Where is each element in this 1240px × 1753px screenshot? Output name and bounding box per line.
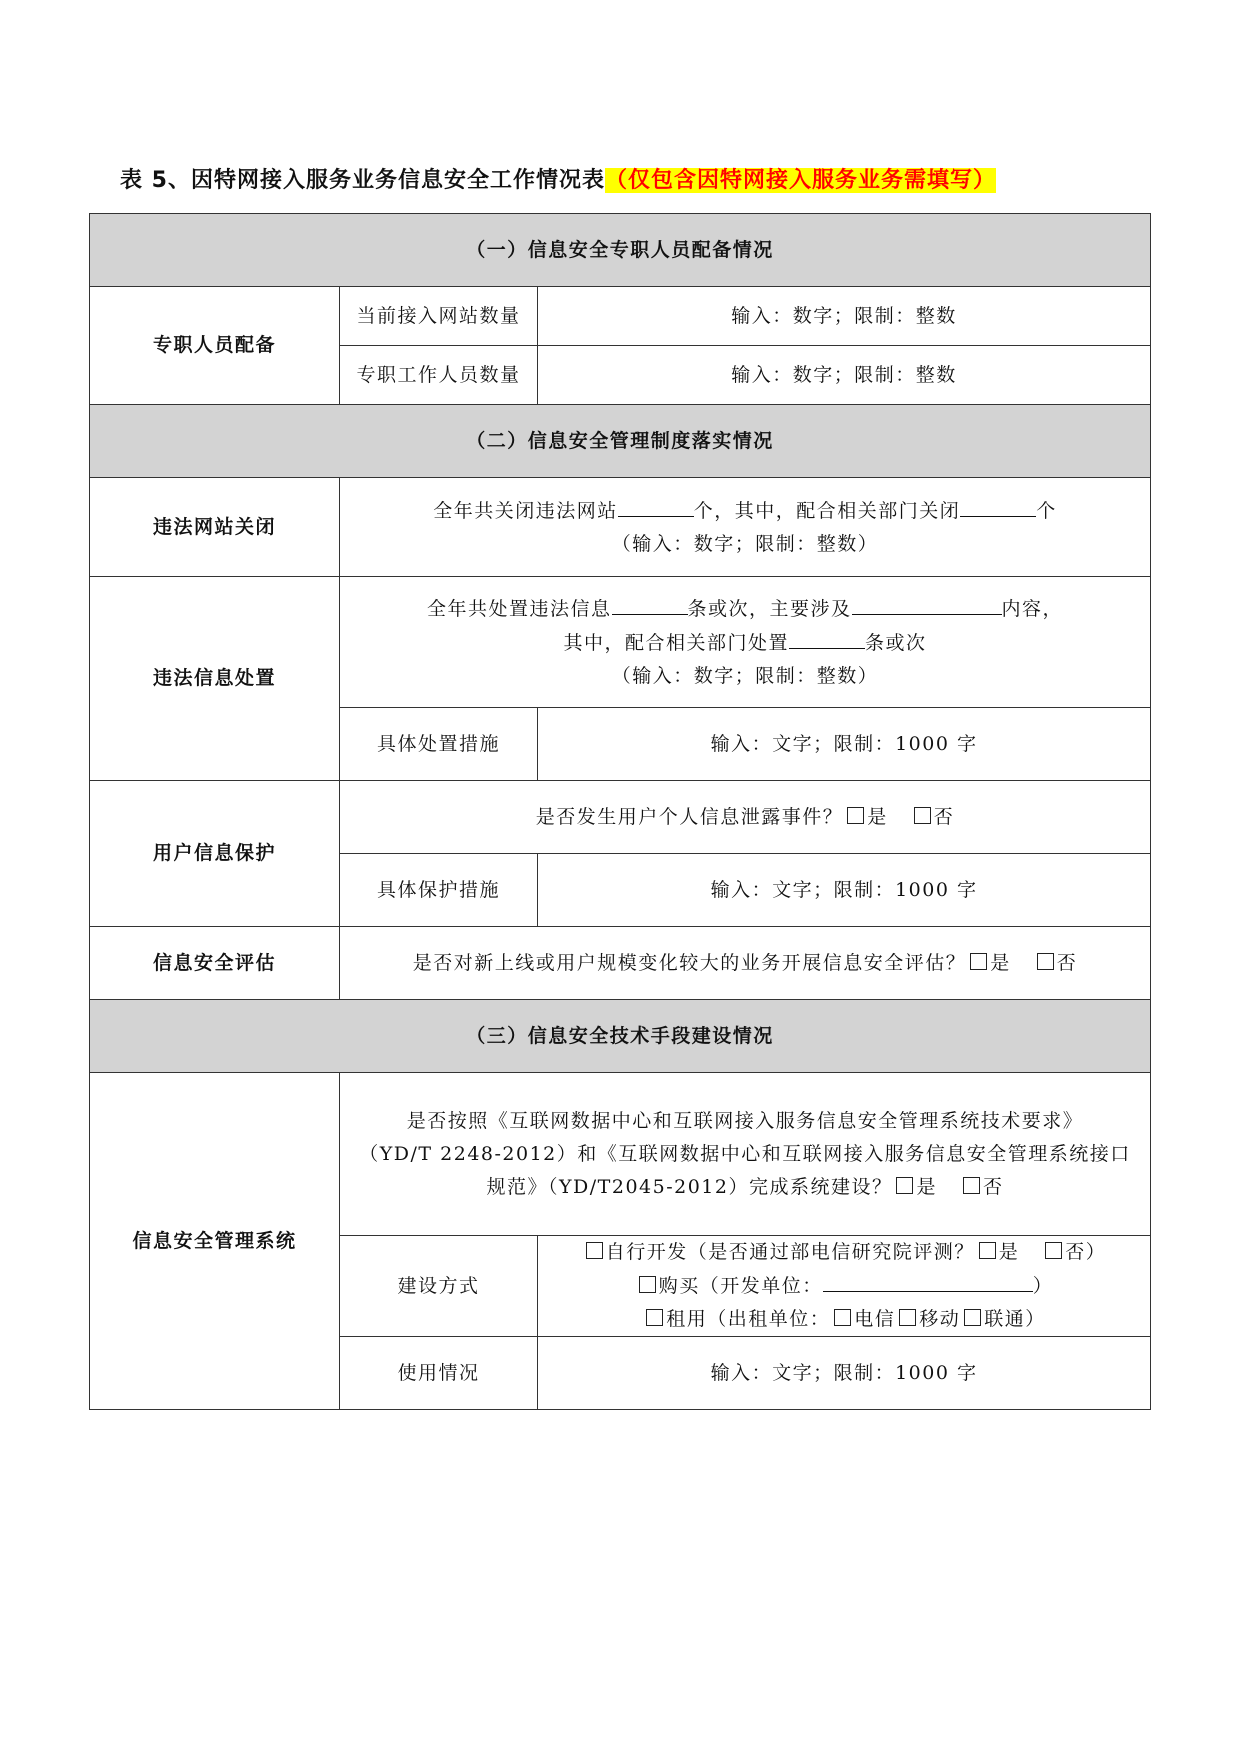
user-info-question: 是否发生用户个人信息泄露事件？ bbox=[535, 805, 844, 828]
sublabel-handling-measures: 具体处置措施 bbox=[340, 708, 538, 781]
input-handling-measures[interactable]: 输入：文字；限制：1000 字 bbox=[538, 708, 1151, 781]
mgmt-system-question-cell bbox=[340, 1073, 1151, 1236]
system-no-label: 否 bbox=[983, 1175, 1004, 1198]
checkbox-system-no[interactable] bbox=[963, 1177, 980, 1194]
coop-closed-blank[interactable] bbox=[960, 494, 1036, 517]
sublabel-build-method: 建设方式 bbox=[340, 1236, 538, 1337]
assessment-question: 是否对新上线或用户规模变化较大的业务开展信息安全评估？ bbox=[412, 951, 967, 974]
checkbox-mobile[interactable] bbox=[899, 1309, 916, 1326]
checkbox-self-developed[interactable] bbox=[586, 1242, 603, 1259]
mgmt-question-line-1: 是否按照《互联网数据中心和互联网接入服务信息安全管理系统技术要求》 bbox=[406, 1109, 1084, 1132]
checkbox-unicom[interactable] bbox=[964, 1309, 981, 1326]
input-usage[interactable]: 输入：文字；限制：1000 字 bbox=[538, 1337, 1151, 1410]
checkbox-leak-yes[interactable] bbox=[847, 807, 864, 824]
illegal-info-text-3: 内容， bbox=[1001, 597, 1064, 620]
content-type-blank[interactable] bbox=[852, 592, 1002, 615]
checkbox-telecom[interactable] bbox=[834, 1309, 851, 1326]
checkbox-leak-no[interactable] bbox=[914, 807, 931, 824]
checkbox-evaluated-no[interactable] bbox=[1045, 1242, 1062, 1259]
purchased-close: ） bbox=[1032, 1275, 1054, 1297]
row-label-illegal-site: 违法网站关闭 bbox=[90, 478, 340, 577]
illegal-site-text-2: 个，其中，配合相关部门关闭 bbox=[693, 499, 961, 522]
section-header-staff: （一）信息安全专职人员配备情况 bbox=[90, 214, 1151, 287]
input-staff-count[interactable]: 输入：数字；限制：整数 bbox=[538, 346, 1151, 405]
checkbox-leased[interactable] bbox=[646, 1309, 663, 1326]
developer-unit-blank[interactable] bbox=[823, 1269, 1033, 1292]
user-info-question-cell bbox=[340, 781, 1151, 854]
section-header-tech: （三）信息安全技术手段建设情况 bbox=[90, 1000, 1151, 1073]
row-label-illegal-info: 违法信息处置 bbox=[90, 577, 340, 781]
security-work-table bbox=[89, 213, 1151, 1410]
title-note-highlight: （仅包含因特网接入服务业务需填写） bbox=[604, 168, 996, 193]
checkbox-purchased[interactable] bbox=[639, 1276, 656, 1293]
mgmt-question-line-2: （YD/T 2248-2012）和《互联网数据中心和互联网接入服务信息安全管理系统接口 bbox=[359, 1142, 1131, 1165]
illegal-info-cell bbox=[340, 577, 1151, 708]
sublabel-website-count: 当前接入网站数量 bbox=[340, 287, 538, 346]
row-label-assessment: 信息安全评估 bbox=[90, 927, 340, 1000]
unicom-label: 联通） bbox=[984, 1308, 1046, 1330]
illegal-info-text-2: 条或次，主要涉及 bbox=[687, 597, 852, 620]
purchased-label: 购买（开发单位： bbox=[658, 1275, 823, 1297]
assessment-yes-label: 是 bbox=[990, 951, 1011, 974]
illegal-info-text-1: 全年共处置违法信息 bbox=[426, 597, 612, 620]
checkbox-assessment-yes[interactable] bbox=[970, 953, 987, 970]
telecom-label: 电信 bbox=[854, 1308, 896, 1330]
row-label-mgmt-system: 信息安全管理系统 bbox=[90, 1073, 340, 1410]
mobile-label: 移动 bbox=[919, 1308, 961, 1330]
sublabel-protection-measures: 具体保护措施 bbox=[340, 854, 538, 927]
evaluated-yes-label: 是 bbox=[998, 1241, 1020, 1263]
illegal-site-text-3: 个 bbox=[1036, 499, 1057, 522]
self-developed-label: 自行开发（是否通过部电信研究院评测？ bbox=[605, 1241, 975, 1263]
row-label-staff: 专职人员配备 bbox=[90, 287, 340, 405]
checkbox-assessment-no[interactable] bbox=[1037, 953, 1054, 970]
closed-sites-blank[interactable] bbox=[618, 494, 694, 517]
build-method-options bbox=[538, 1236, 1151, 1337]
illegal-info-hint: （输入：数字；限制：整数） bbox=[611, 664, 879, 687]
leak-no-label: 否 bbox=[933, 805, 955, 828]
illegal-site-text-1: 全年共关闭违法网站 bbox=[433, 499, 618, 522]
leased-label: 租用（出租单位： bbox=[666, 1308, 831, 1330]
mgmt-question-line-3: 规范》（YD/T2045-2012）完成系统建设？ bbox=[486, 1175, 893, 1198]
assessment-question-cell bbox=[340, 927, 1151, 1000]
row-label-user-info: 用户信息保护 bbox=[90, 781, 340, 927]
leak-yes-label: 是 bbox=[867, 805, 888, 828]
checkbox-evaluated-yes[interactable] bbox=[979, 1242, 996, 1259]
handled-info-blank[interactable] bbox=[612, 592, 688, 615]
input-website-count[interactable]: 输入：数字；限制：整数 bbox=[538, 287, 1151, 346]
system-yes-label: 是 bbox=[916, 1175, 937, 1198]
sublabel-staff-count: 专职工作人员数量 bbox=[340, 346, 538, 405]
illegal-info-text-4: 其中，配合相关部门处置 bbox=[563, 631, 790, 654]
sublabel-usage: 使用情况 bbox=[340, 1337, 538, 1410]
checkbox-system-yes[interactable] bbox=[896, 1177, 913, 1194]
page-title bbox=[120, 163, 996, 194]
section-header-policy: （二）信息安全管理制度落实情况 bbox=[90, 405, 1151, 478]
assessment-no-label: 否 bbox=[1056, 951, 1078, 974]
illegal-info-text-5: 条或次 bbox=[865, 631, 927, 654]
input-protection-measures[interactable]: 输入：文字；限制：1000 字 bbox=[538, 854, 1151, 927]
illegal-site-hint: （输入：数字；限制：整数） bbox=[611, 532, 879, 555]
title-main: 表 5、因特网接入服务业务信息安全工作情况表 bbox=[120, 168, 605, 193]
evaluated-no-label: 否） bbox=[1065, 1241, 1107, 1263]
illegal-site-cell bbox=[340, 478, 1151, 577]
coop-handled-blank[interactable] bbox=[789, 626, 865, 649]
